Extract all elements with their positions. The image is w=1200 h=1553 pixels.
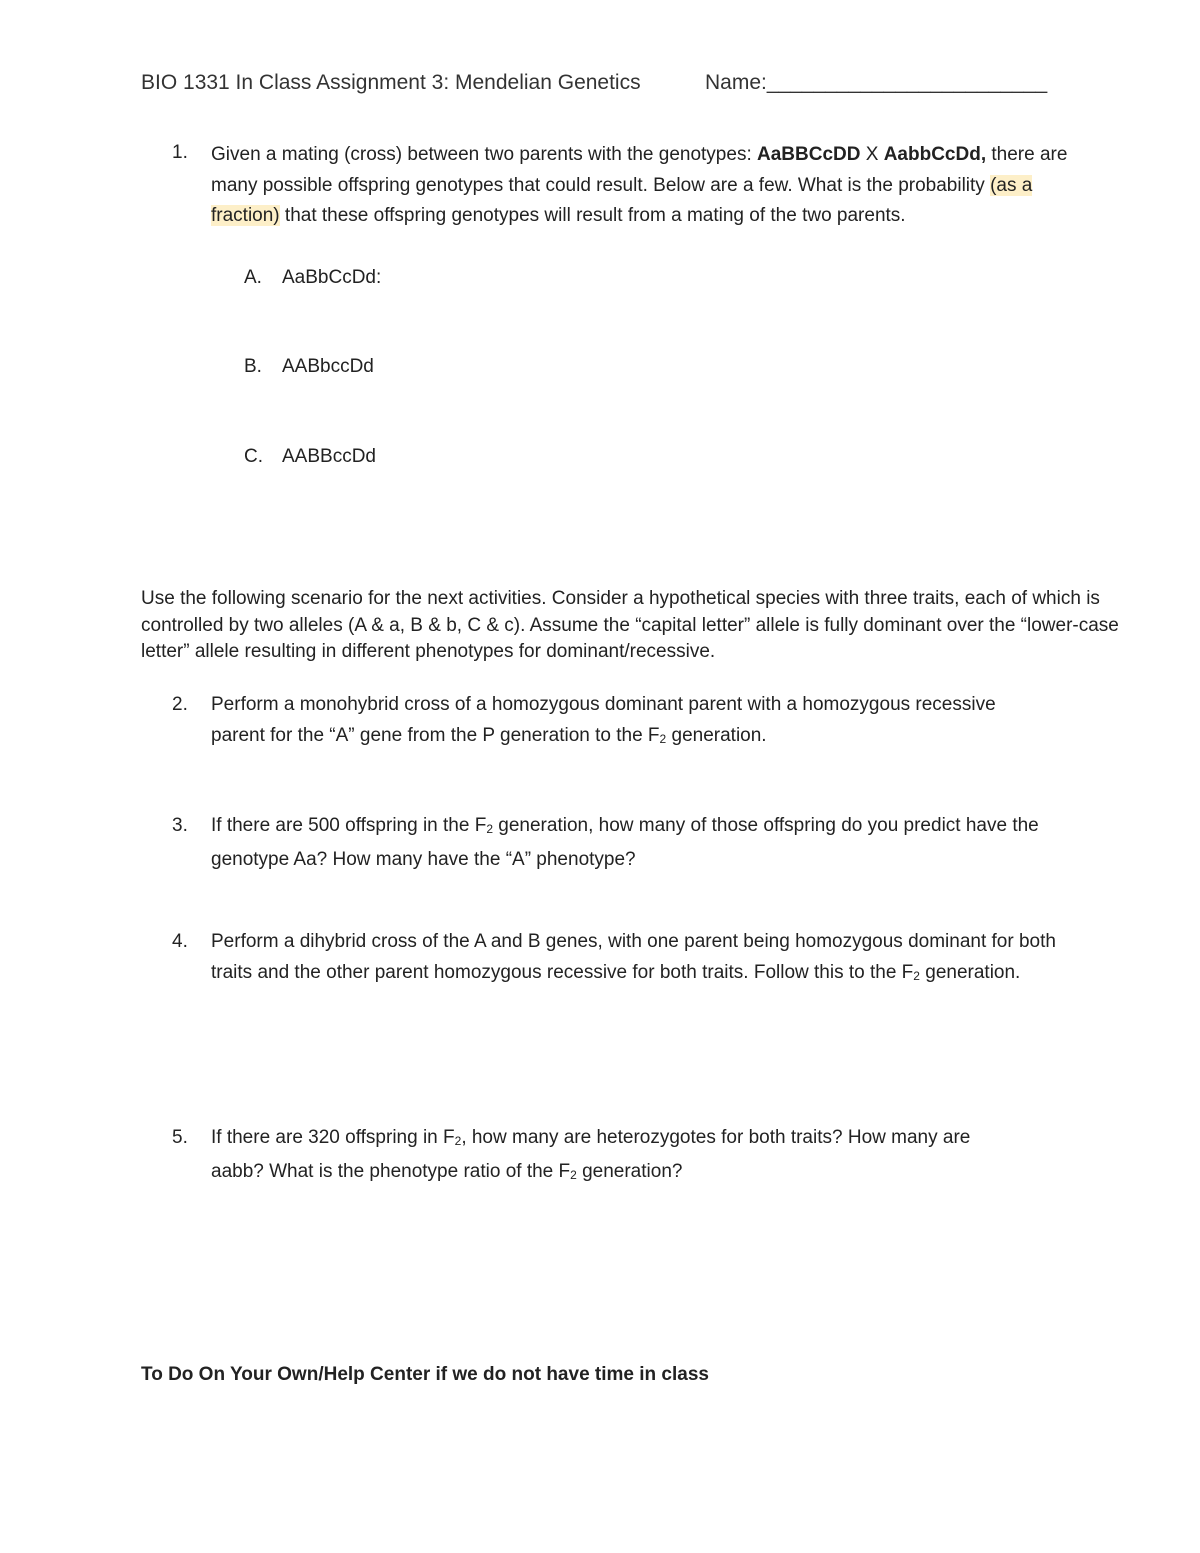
question-4-body-a: Perform a dihybrid cross of the A and B genes, with one parent being homozygous dominant for both traits and the other parent homozygous recessive for both traits. Follow this to the F: [211, 931, 1056, 983]
genotype-parent-2: AabbCcDd,: [883, 144, 987, 165]
question-5-body-c: generation?: [576, 1160, 683, 1182]
question-5-text: [211, 1123, 1021, 1190]
question-1-text: [211, 140, 1091, 232]
item-genotype: AABBccDd: [282, 446, 376, 467]
question-5-body-a: If there are 320 offspring in F: [211, 1127, 455, 1148]
name-field-label: Name:________________________: [705, 71, 1048, 94]
scenario-paragraph: Use the following scenario for the next activities. Consider a hypothetical species with three traits, each of which is controlled by two alleles (A & a, B & b, C & c). Assume the “capital letter” allele is fully dominant over the “lower-case letter” allele resulting in different phenotypes for dominant/recessive.: [141, 588, 1119, 662]
question-3-number: 3.: [172, 815, 188, 836]
subscript: 2: [659, 731, 667, 746]
question-3-body-a: If there are 500 offspring in the F: [211, 815, 487, 836]
question-4-text: [211, 927, 1071, 991]
question-5-body-b: , how many are heterozygotes for both traits? How many are aabb? What is the phenotype ratio of the F: [211, 1127, 971, 1182]
question-3-body-b: generation, how many of those offspring do you predict have the genotype Aa? How many have the “A” phenotype?: [211, 815, 1039, 870]
question-1-item-b: [244, 356, 374, 378]
question-2-body: Perform a monohybrid cross of a homozygous dominant parent with a homozygous recessive parent for the “A” gene from the P generation to the F: [211, 694, 996, 746]
question-2-text: [211, 690, 1041, 754]
question-4-body-b: generation.: [919, 961, 1021, 983]
item-label: B.: [244, 356, 262, 377]
question-5-number: 5.: [172, 1127, 188, 1148]
question-1-text-b: there are many possible offspring genotypes that could result. Below are a few. What is the probability: [211, 144, 1068, 196]
subscript: 2: [570, 1167, 577, 1182]
item-label: C.: [244, 446, 263, 467]
question-1-text-c: that these offspring genotypes will result from a mating of the two parents.: [279, 205, 906, 226]
question-2-number: 2.: [172, 694, 188, 715]
subscript: 2: [913, 968, 920, 983]
item-label: A.: [244, 267, 262, 288]
question-1-item-a: [244, 267, 381, 289]
subscript: 2: [454, 1134, 462, 1148]
genotype-parent-1: AaBBCcDD: [757, 144, 861, 165]
question-1-text-a: Given a mating (cross) between two parents with the genotypes:: [211, 144, 757, 165]
item-genotype: AaBbCcDd:: [282, 267, 382, 288]
question-1-number: 1.: [172, 142, 188, 163]
question-1-item-c: [244, 446, 376, 468]
highlighted-fraction-note: (as a fraction): [211, 174, 1033, 226]
question-3-text: [211, 811, 1061, 875]
question-2-end: generation.: [666, 724, 767, 746]
subscript: 2: [486, 822, 494, 836]
question-4-number: 4.: [172, 931, 188, 952]
item-genotype: AABbccDd: [282, 356, 374, 377]
document-title: BIO 1331 In Class Assignment 3: Mendelian Genetics: [141, 71, 641, 94]
cross-symbol: X: [860, 144, 884, 165]
todo-heading: To Do On Your Own/Help Center if we do not have time in class: [141, 1364, 709, 1385]
